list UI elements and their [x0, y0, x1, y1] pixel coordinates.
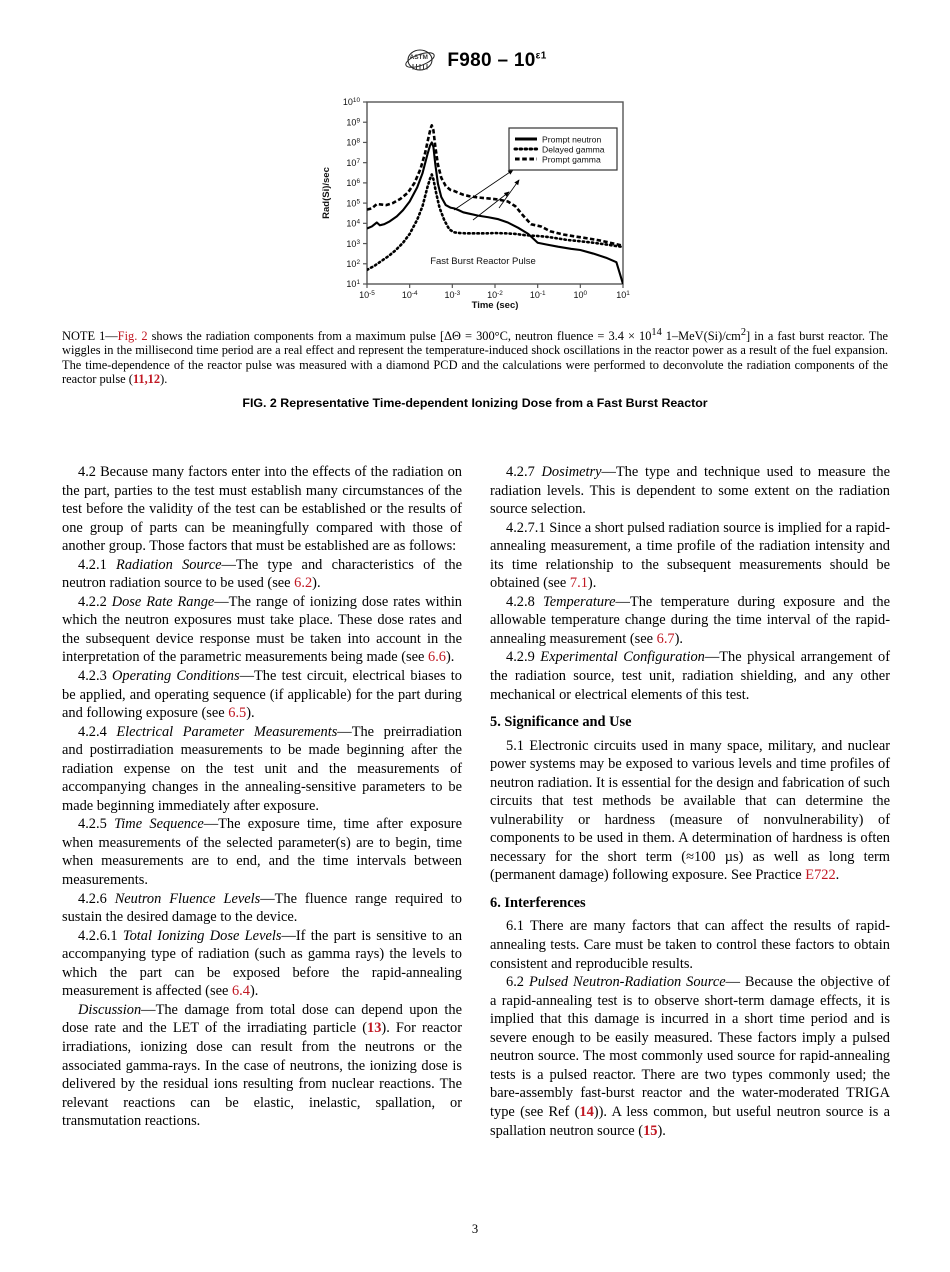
paragraph-term: Experimental Configuration — [540, 649, 705, 666]
paragraph-text-tail: ). — [674, 630, 684, 647]
svg-text:10-5: $10^{-5}$ — [359, 289, 375, 300]
paragraph-text: —The type and characteristics of the neutron radiation source to be used (see — [62, 556, 462, 592]
legend-label-delayed-gamma: Delayed gamma — [542, 144, 605, 155]
svg-text:109: $10^9$ — [346, 116, 360, 128]
x-axis-title: Time (sec) — [471, 300, 519, 311]
paragraph — [62, 1001, 462, 1131]
paragraph-text: There are many factors that can affect the results of rapid-annealing tests. Care must be taken to control these factors to obtain consistent and reproducible results. — [490, 918, 890, 972]
paragraph — [62, 593, 462, 667]
paragraph — [62, 927, 462, 1001]
paragraph — [62, 667, 462, 723]
legend-label-prompt-gamma: Prompt gamma — [542, 154, 601, 165]
paragraph-text-tail: ). — [446, 649, 455, 666]
paragraph-text-tail: ). — [312, 575, 321, 592]
note-figure-ref[interactable]: Fig. 2 — [117, 329, 148, 344]
paragraph — [62, 815, 462, 889]
figure-caption: FIG. 2 Representative Time-dependent Ionizing Dose from a Fast Burst Reactor — [242, 396, 708, 410]
note-text-3: ] in a fast burst reactor. The wiggles in the millisecond time period are a real effect and represent the temperature-induced shock oscillations in the reactor power as a result of the fuel expansion. The time-dependence of the reactor pulse was measured with a diamond PCD and the calculations were performed to deconvolute the radiation components of the reactor pulse ( — [62, 329, 889, 387]
paragraph-number: 4.2.7.1 — [506, 519, 546, 536]
paragraph-text: —The type and technique used to measure the radiation levels. This is dependent to some extent on the radiation source selection. — [490, 464, 890, 518]
svg-text:107: $10^7$ — [346, 157, 360, 168]
paragraph-text: —The range of ionizing dose rates within which the neutron exposures must take place. These dose rates and the subsequent device response must be taken into account in the interpretation of the parametric measurements being made (see — [62, 593, 463, 666]
cross-reference[interactable]: 6.6 — [428, 649, 447, 666]
cross-reference[interactable]: E722 — [805, 867, 836, 884]
paragraph-number: 6.1 — [506, 918, 524, 935]
paragraph-text-tail: )). A less common, but useful neutron source is a spallation neutron source ( — [490, 1103, 890, 1139]
page-number: 3 — [471, 1222, 479, 1236]
note-citation[interactable]: 11,12 — [132, 372, 161, 387]
svg-text:10-4: $10^{-4}$ — [401, 289, 418, 300]
svg-text:105: $10^5$ — [346, 197, 360, 209]
paragraph-term: Electrical Parameter Measurements — [116, 723, 338, 740]
cross-reference[interactable]: 6.2 — [294, 575, 313, 592]
paragraph-number: 4.2.6 — [78, 890, 115, 907]
paragraph-text: —The temperature during exposure and the allowable temperature change during the time interval of the rapid-annealing measurement (see — [490, 593, 890, 647]
paragraph-term: Temperature — [543, 593, 616, 610]
paragraph-text-tail: . — [835, 867, 840, 884]
paragraph-term: Pulsed Neutron-Radiation Source — [528, 974, 726, 991]
paragraph-number: 4.2.8 — [506, 593, 544, 610]
paragraph-term: Time Sequence — [114, 816, 204, 833]
paragraph-term: Discussion — [78, 1001, 142, 1018]
paragraph-term: Radiation Source — [116, 556, 222, 573]
paragraph — [490, 917, 890, 973]
paragraph-text: — Because the objective of a rapid-annealing test is to observe short-term damage effects, it is implied that this damage is incurred in a short time period and is severe enough to be easily measured. These factors imply a pulsed neutron source. The most commonly used source for rapid-annealing tests is a pulsed reactor. There are two types commonly used; the bare-assembly fast-burst reactor and the water-moderated TRIGA type (see Ref ( — [490, 974, 891, 1120]
paragraph-text: Since a short pulsed radiation source is implied for a rapid-annealing measurement, a time profile of the radiation intensity and its time relationship to the subsequent measurements should be obtained (see — [490, 519, 890, 592]
note-sup-2: 2 — [740, 327, 746, 338]
paragraph-number: 4.2.5 — [78, 816, 115, 833]
x-axis-ticks — [359, 284, 630, 300]
svg-text:100: $10^0$ — [573, 289, 588, 300]
note-text-1: shows the radiation components from a maximum pulse [ΔΘ = 300°C, neutron fluence = 3.4 × 10 — [147, 329, 652, 344]
paragraph-text-tail: ). — [246, 705, 255, 722]
paragraph-text: —The physical arrangement of the radiation source, test unit, radiation shielding, and any other mechanical or electrical elements of this test. — [490, 649, 890, 703]
paragraph-text: —The exposure time, time after exposure when measurements of the selected parameter(s) are to begin, time when measurements are to end, and the time intervals between measurements. — [62, 816, 462, 889]
cross-reference[interactable]: 6.4 — [231, 983, 250, 1000]
svg-text:101: $10^1$ — [616, 289, 630, 300]
section-heading: 5. Significance and Use — [490, 714, 632, 731]
astm-logo-icon — [403, 46, 437, 76]
paragraph-number: 4.2.9 — [506, 649, 541, 666]
chart-legend — [509, 128, 617, 170]
paragraph-number: 4.2.2 — [78, 593, 112, 610]
cross-reference[interactable]: 6.5 — [228, 705, 247, 722]
paragraph — [62, 723, 462, 816]
chart-svg — [313, 92, 637, 314]
paragraph-number: 4.2.6.1 — [78, 927, 123, 944]
svg-text:104: $10^4$ — [346, 218, 360, 229]
paragraph-number: 5.1 — [506, 737, 524, 754]
paragraph — [62, 463, 462, 556]
paragraph — [490, 737, 890, 885]
figure-2 — [0, 92, 950, 314]
document-title — [447, 50, 546, 72]
paragraph — [490, 593, 890, 649]
paragraph-text-tail: ). — [587, 575, 597, 592]
paragraph — [62, 890, 462, 927]
svg-text:10-1: $10^{-1}$ — [529, 289, 546, 300]
paragraph-number: 6.2 — [506, 974, 529, 991]
paragraph-text: Electronic circuits used in many space, military, and nuclear power systems may be exposed to various levels and time profiles of neutron radiation. It is essential for the design and fabrication of such circuits that test methods be available that can determine the vulnerability or hardness (measure of nonvulnerability) of components to be used in them. A determination of hardness is often necessary for the short term (≈100 µs) as well as long term (permanent damage) following exposure. See Practice — [490, 737, 890, 884]
section-heading: 6. Interferences — [490, 894, 586, 911]
y-axis-ticks — [343, 97, 367, 290]
paragraph-text: —If the part is sensitive to an accompanying type of radiation (such as gamma rays) the levels to which the part can be exposed before the rapid-annealing measurement is affected (see — [62, 927, 463, 1000]
svg-text:10-2: $10^{-2}$ — [487, 289, 503, 300]
svg-text:ASTM: ASTM — [409, 54, 429, 61]
cross-reference[interactable]: 7.1 — [569, 575, 588, 592]
document-title-sup: ε1 — [535, 50, 547, 62]
paragraph-term: Total Ionizing Dose Levels — [122, 927, 282, 944]
paragraph-text-tail: ). — [249, 983, 259, 1000]
svg-text:108: $10^8$ — [346, 137, 360, 148]
svg-text:101: $10^1$ — [346, 278, 360, 290]
right-column — [490, 463, 890, 1208]
paragraph-term: Dose Rate Range — [111, 593, 215, 610]
paragraph — [490, 648, 890, 704]
bibliography-reference[interactable]: 15 — [643, 1122, 658, 1139]
cross-reference[interactable]: 6.7 — [656, 630, 675, 647]
paragraph — [62, 556, 462, 593]
svg-text:10-3: $10^{-3}$ — [444, 289, 461, 300]
paragraph-number: 4.2.7 — [506, 464, 542, 480]
paragraph-term: Dosimetry — [541, 464, 602, 480]
body-columns — [62, 463, 890, 1208]
legend-label-prompt-neutron: Prompt neutron — [542, 134, 602, 145]
chart-annotation: Fast Burst Reactor Pulse — [430, 256, 536, 267]
paragraph-text: 4.2 Because many factors enter into the effects of the radiation on the part, parties to the test must establish many circumstances of the test before the validity of the test can be established or the results of one group of parts can be meaningfully compared with those of another group. Those factors that must be established are as follows: — [62, 464, 462, 555]
figure-note — [62, 326, 888, 386]
paragraph-term: Operating Conditions — [112, 668, 240, 685]
bibliography-reference[interactable]: 14 — [579, 1103, 594, 1120]
note-text-4: ). — [160, 372, 168, 387]
paragraph — [490, 519, 890, 593]
y-axis-title: Rad(Si)/sec — [321, 167, 332, 219]
svg-text:102: $10^2$ — [346, 258, 360, 269]
svg-text:103: $10^3$ — [346, 238, 360, 249]
paragraph-text: —The preirradiation and postirradiation measurements to be made beginning after the radiation expense on the test unit and the measurements of accompanying changes in the annealing-sensitive parameters to be made beginning immediately after exposure. — [62, 723, 462, 814]
paragraph-number: 4.2.1 — [78, 556, 117, 573]
paragraph — [490, 463, 890, 519]
paragraph — [490, 973, 890, 1140]
bibliography-reference[interactable]: 13 — [367, 1020, 382, 1037]
paragraph-text: —The test circuit, electrical biases to be applied, and operating sequence (if applicable) for the part during and following exposure (see — [62, 668, 462, 722]
note-sup-1: 14 — [651, 327, 662, 338]
paragraph-text-tail: ). For reactor irradiations, ionizing dose can result from the neutrons or the associated gamma-rays. In the case of neutrons, the ionizing dose is delivered by the residual ions resulting from nuclear reactions. The relevant reactions can be elastic, inelastic, spallation, or transmutation reactions. — [62, 1020, 462, 1130]
running-head — [0, 46, 950, 76]
paragraph-text-tail: ). — [657, 1122, 666, 1139]
svg-text:106: $10^6$ — [346, 177, 360, 189]
paragraph-term: Neutron Fluence Levels — [114, 890, 261, 907]
paragraph-number: 4.2.3 — [78, 668, 113, 685]
paragraph-text: —The damage from total dose can depend upon the dose rate and the LET of the irradiating particle ( — [62, 1001, 462, 1037]
note-label: NOTE 1— — [62, 329, 118, 344]
paragraph-number: 4.2.4 — [78, 723, 117, 740]
note-text-2: 1–MeV(Si)/cm — [661, 329, 741, 344]
paragraph-text: —The fluence range required to sustain the desired damage to the device. — [62, 890, 462, 926]
svg-text:1010: $10^{10}$ — [342, 96, 360, 108]
left-column — [62, 463, 462, 1208]
chart-container — [313, 92, 637, 314]
document-title-text: F980 – 10 — [447, 50, 536, 71]
